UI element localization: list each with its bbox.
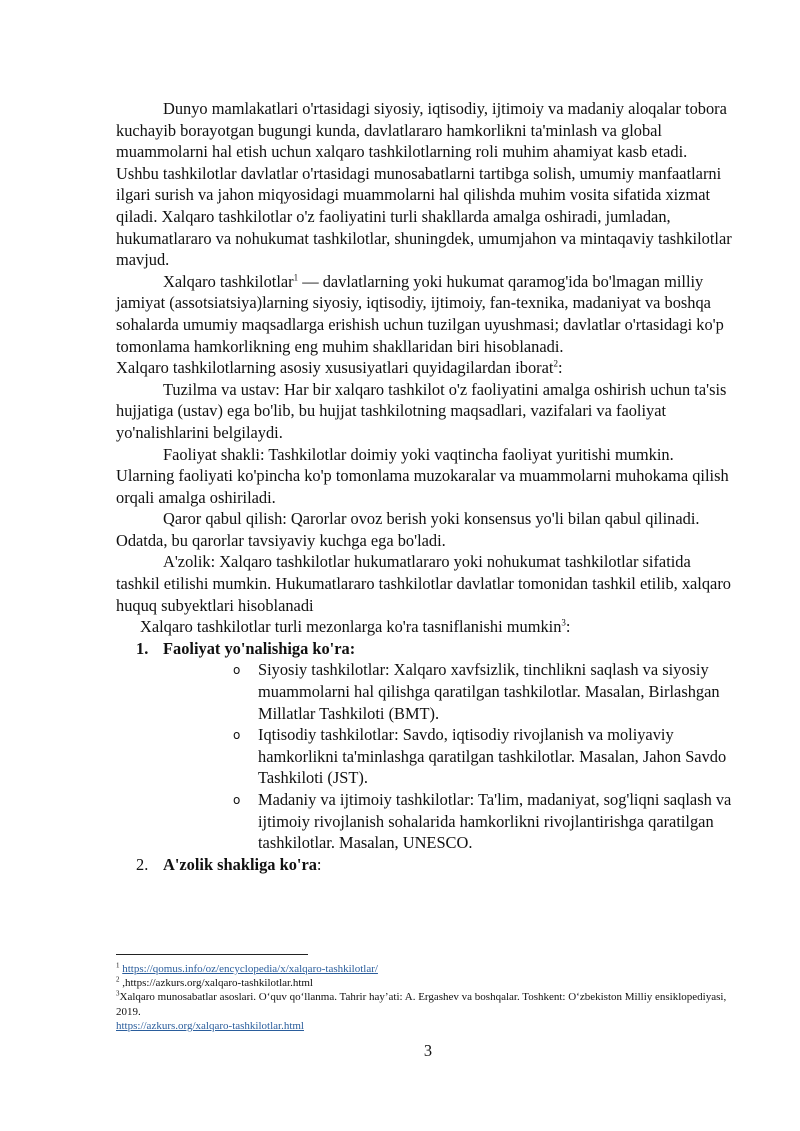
sub-list (163, 659, 734, 853)
page-number: 3 (423, 1041, 433, 1060)
definition-text: — davlatlarning yoki hukumat qaramog'ida bo'lmagan milliy jamiyat (assotsiatsiya)larning siyosiy, iqtisodiy, ijtimoiy, fan-texnika, madaniyat va boshqa sohalarda umumiy maqsadlarga erishish uchun tuzilgan uyushmasi; davlatlar o'rtasidagi ko'p tomonlama hamkorlikning eng muhim shakllaridan biri hisoblanadi. (116, 271, 724, 356)
footnote-text: Xalqaro munosabatlar asoslari. O‘quv qo‘llanma. Tahrir hay’ati: A. Ergashev va boshqalar. Toshkent: O‘zbekiston Milliy ensiklopediyasi, 2019. (116, 991, 727, 1018)
features-intro-text: Xalqaro tashkilotlarning asosiy xususiyatlari quyidagilardan iborat (116, 358, 554, 378)
footnote-ref-2[interactable]: 2 (553, 358, 558, 369)
footnote-mark: 3 (116, 989, 120, 998)
footnote-3-link-line (116, 1019, 734, 1033)
list-item-title: Faoliyat yo'nalishiga ko'ra: (163, 638, 356, 658)
footnote-separator (116, 954, 308, 955)
sub-list-item (163, 789, 734, 854)
paragraph-definition (116, 271, 734, 357)
paragraph-structure: Tuzilma va ustav: Har bir xalqaro tashkilot o'z faoliyatini amalga oshirish uchun ta'sis hujjatiga (ustav) ega bo'lib, bu hujjat tashkilotning maqsadlari, vazifalari va faoliyat yo'nalishlarini belgilaydi. (116, 379, 727, 442)
bullet-icon: o (233, 663, 241, 678)
footnote-ref-3[interactable]: 3 (561, 617, 566, 628)
bullet-icon: o (233, 793, 241, 807)
footnote-text: ,https://azkurs.org/xalqaro-tashkilotlar.html (119, 977, 313, 990)
features-intro-colon: : (557, 358, 563, 378)
list-item-colon: : (316, 854, 322, 874)
footnote-mark: 1 (116, 961, 120, 970)
list-number: 2. (136, 854, 149, 874)
footnote-ref-1[interactable]: 1 (293, 272, 299, 283)
body-text (116, 98, 734, 875)
paragraph-decision-making: Qaror qabul qilish: Qarorlar ovoz berish yoki konsensus yo'li bilan qabul qilinadi. Odatda, bu qarorlar tavsiyaviy kuchga ega bo'ladi. (116, 509, 700, 550)
footnote-2 (116, 976, 734, 990)
paragraph-classification (116, 616, 734, 638)
paragraph-membership: A'zolik: Xalqaro tashkilotlar hukumatlararo yoki nohukumat tashkilotlar sifatida tashkil etilishi mumkin. Hukumatlararo tashkilotlar davlatlar tomonidan tashkil etilib, xalqaro huquq subyektlari hisoblanadi (116, 552, 731, 615)
sub-list-text: Iqtisodiy tashkilotlar: Savdo, iqtisodiy rivojlanish va moliyaviy hamkorlikni ta'minlashga qaratilgan tashkilotlar. Masalan, Jahon Savdo Tashkiloti (JST). (258, 725, 727, 788)
sub-list-text: Madaniy va ijtimoiy tashkilotlar: Ta'lim, madaniyat, sog'liqni saqlash va ijtimoiy rivojlanish sohalarida hamkorlikni rivojlantirishga qaratilgan tashkilotlar. Masalan, UNESCO. (258, 790, 732, 853)
classification-text: Xalqaro tashkilotlar turli mezonlarga ko'ra tasniflanishi mumkin (140, 617, 562, 637)
definition-term: Xalqaro tashkilotlar (163, 271, 294, 291)
bullet-icon: o (233, 728, 241, 743)
footnotes (116, 962, 734, 1033)
paragraph-intro: Dunyo mamlakatlari o'rtasidagi siyosiy, iqtisodiy, ijtimoiy va madaniy aloqalar tobora kuchayib borayotgan bugungi kunda, davlatlararo hamkorlikni ta'minlash va global muammolarni hal etish uchun xalqaro tashkilotlarning roli muhim ahamiyat kasb etadi. Ushbu tashkilotlar davlatlar o'rtasidagi munosabatlarni tartibga solish, umumiy manfaatlarni ilgari surish va jahon miqyosidagi muammolarni hal qilishda muhim vosita sifatida xizmat qiladi. Xalqaro tashkilotlar o'z faoliyatini turli shakllarda amalga oshiradi, jumladan, hukumatlararo va nohukumat tashkilotlar, shuningdek, umumjahon va mintaqaviy tashkilotlar mavjud. (116, 99, 732, 270)
sub-list-text: Siyosiy tashkilotlar: Xalqaro xavfsizlik, tinchlikni saqlash va siyosiy muammolarni hal qilishga qaratilgan tashkilotlar. Masalan, Birlashgan Millatlar Tashkiloti (BMT). (258, 660, 720, 723)
list-item (116, 638, 734, 854)
footnote-mark: 2 (116, 975, 120, 984)
footnote-link[interactable]: https://qomus.info/oz/encyclopedia/x/xalqaro-tashkilotlar/ (122, 963, 378, 975)
list-item (116, 854, 734, 876)
sub-list-item (163, 659, 734, 724)
footnote-link[interactable]: https://azkurs.org/xalqaro-tashkilotlar.html (116, 1019, 304, 1032)
classification-colon: : (565, 617, 571, 637)
paragraph-features-intro (116, 357, 734, 379)
list-item-title: A'zolik shakliga ko'ra (163, 854, 317, 874)
sub-list-item (163, 724, 734, 789)
classification-list (116, 638, 734, 876)
paragraph-activity-form: Faoliyat shakli: Tashkilotlar doimiy yoki vaqtincha faoliyat yuritishi mumkin. Ularning faoliyati ko'pincha ko'p tomonlama muzokaralar va muammolarni muhokama qilish orqali amalga oshiriladi. (116, 444, 729, 507)
footnote-3 (116, 990, 734, 1018)
footnote-1 (116, 962, 734, 976)
list-number: 1. (136, 638, 149, 658)
